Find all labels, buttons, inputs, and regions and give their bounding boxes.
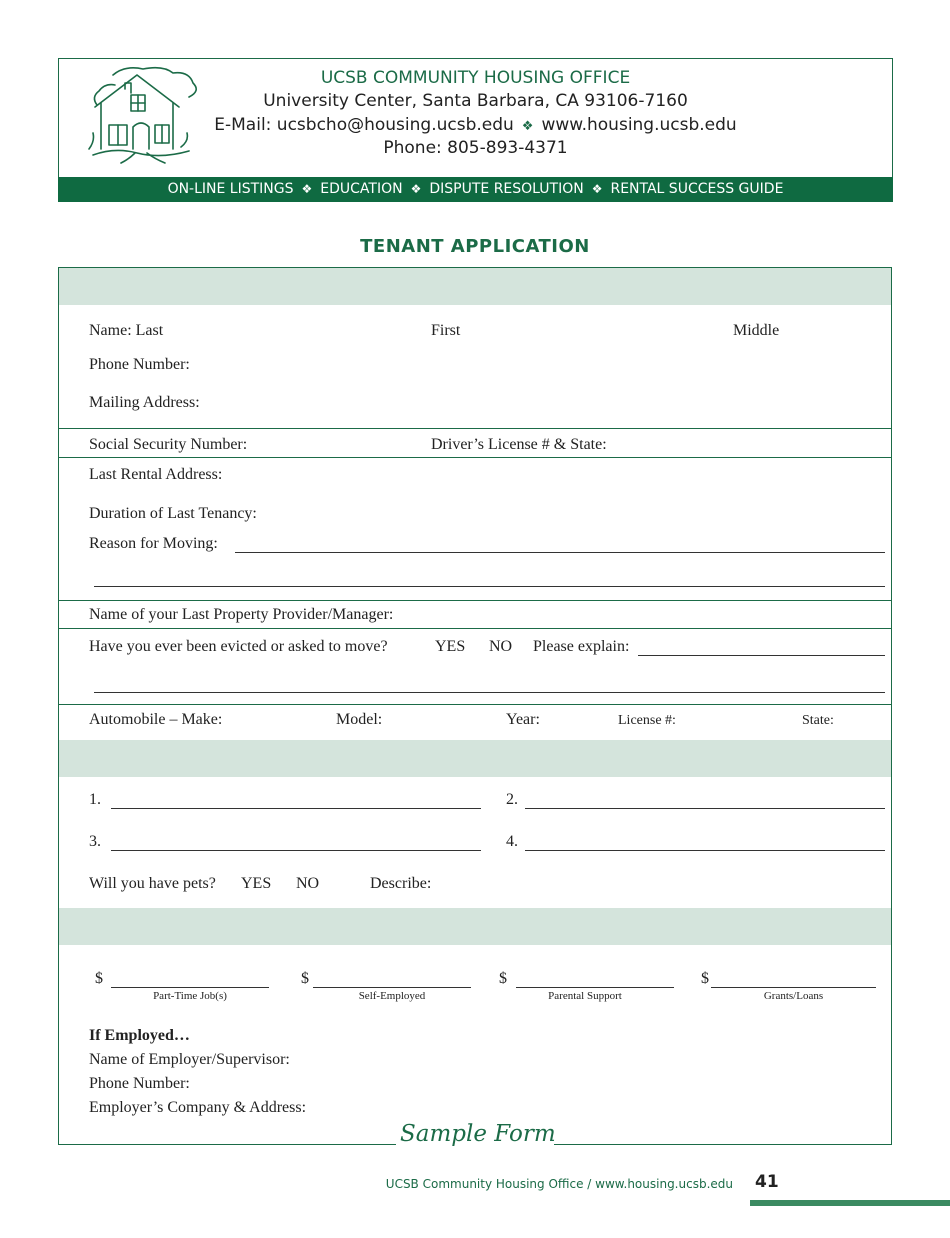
name-last-label: Name: Last <box>89 322 164 339</box>
org-name: UCSB COMMUNITY HOUSING OFFICE <box>320 68 631 88</box>
eviction-question: Have you ever been evicted or asked to move? <box>89 638 388 655</box>
parental-support-amount-field[interactable] <box>516 987 674 988</box>
tenant-application-form <box>58 267 892 1145</box>
divider <box>59 428 891 429</box>
auto-year-label: Year: <box>506 711 540 728</box>
employment-heading: If Employed… <box>89 1027 190 1044</box>
diamond-separator-icon: ❖ <box>410 182 422 196</box>
occupant-1-label: 1. <box>89 791 101 808</box>
part-time-label: Part-Time Job(s) <box>153 990 227 1002</box>
form-title: TENANT APPLICATION <box>360 236 590 257</box>
tenancy-duration-label: Duration of Last Tenancy: <box>89 505 257 522</box>
reason-for-moving-field-2[interactable] <box>94 586 885 587</box>
occupant-2-label: 2. <box>506 791 518 808</box>
eviction-no-option[interactable]: NO <box>489 638 513 655</box>
divider <box>59 628 891 629</box>
auto-license-label: License #: <box>618 713 676 728</box>
parental-support-label: Parental Support <box>548 990 622 1002</box>
diamond-separator-icon: ❖ <box>301 182 313 196</box>
auto-make-label: Automobile – Make: <box>89 711 223 728</box>
grants-loans-amount-field[interactable] <box>711 987 876 988</box>
occupant-3-field[interactable] <box>111 850 481 851</box>
self-employed-label: Self-Employed <box>358 990 426 1002</box>
sample-form-watermark: Sample Form <box>400 1121 556 1147</box>
pets-question: Will you have pets? <box>89 875 216 892</box>
pets-no-option[interactable]: NO <box>296 875 320 892</box>
part-time-amount-field[interactable] <box>111 987 269 988</box>
divider <box>59 704 891 705</box>
occupant-4-field[interactable] <box>525 850 885 851</box>
occupant-2-field[interactable] <box>525 808 885 809</box>
currency-symbol: $ <box>701 970 709 987</box>
eviction-yes-option[interactable]: YES <box>435 638 466 655</box>
nav-item-dispute[interactable]: DISPUTE RESOLUTION <box>429 181 584 197</box>
org-phone: Phone: 805-893-4371 <box>383 138 568 158</box>
pets-describe-label: Describe: <box>370 875 432 892</box>
employer-company-label: Employer’s Company & Address: <box>89 1099 307 1116</box>
name-first-label: First <box>431 322 461 339</box>
nav-item-education[interactable]: EDUCATION <box>320 181 403 197</box>
reason-for-moving-field[interactable] <box>235 552 885 553</box>
currency-symbol: $ <box>95 970 103 987</box>
self-employed-amount-field[interactable] <box>313 987 471 988</box>
org-address: University Center, Santa Barbara, CA 93106-7160 <box>263 91 688 111</box>
letterhead <box>58 58 893 177</box>
employer-phone-label: Phone Number: <box>89 1075 190 1092</box>
nav-item-listings[interactable]: ON-LINE LISTINGS <box>167 181 294 197</box>
property-manager-label: Name of your Last Property Provider/Manager: <box>89 606 394 623</box>
org-contact <box>59 115 892 135</box>
eviction-explain-field[interactable] <box>638 655 885 656</box>
auto-model-label: Model: <box>336 711 383 728</box>
divider <box>59 457 891 458</box>
occupant-1-field[interactable] <box>111 808 481 809</box>
reason-for-moving-label: Reason for Moving: <box>89 535 218 552</box>
mailing-address-label: Mailing Address: <box>89 394 200 411</box>
org-website-link[interactable]: www.housing.ucsb.edu <box>541 115 737 135</box>
currency-symbol: $ <box>301 970 309 987</box>
services-bar <box>58 177 893 202</box>
currency-symbol: $ <box>499 970 507 987</box>
eviction-explain-field-2[interactable] <box>94 692 885 693</box>
section-band <box>59 740 891 777</box>
occupant-4-label: 4. <box>506 833 518 850</box>
diamond-separator-icon: ❖ <box>591 182 603 196</box>
section-band <box>59 908 891 945</box>
employer-name-label: Name of Employer/Supervisor: <box>89 1051 290 1068</box>
occupant-3-label: 3. <box>89 833 101 850</box>
last-rental-address-label: Last Rental Address: <box>89 466 223 483</box>
drivers-license-label: Driver’s License # & State: <box>431 436 607 453</box>
footer-accent-bar <box>750 1200 950 1206</box>
grants-loans-label: Grants/Loans <box>763 990 824 1002</box>
ssn-label: Social Security Number: <box>89 436 248 453</box>
eviction-explain-label: Please explain: <box>533 638 630 655</box>
divider <box>59 600 891 601</box>
diamond-separator-icon: ❖ <box>521 119 534 134</box>
name-middle-label: Middle <box>733 322 780 339</box>
section-band <box>59 268 891 305</box>
pets-yes-option[interactable]: YES <box>241 875 272 892</box>
auto-state-label: State: <box>802 713 834 728</box>
footer-credit: UCSB Community Housing Office / www.housing.ucsb.edu <box>385 1177 733 1191</box>
nav-item-guide[interactable]: RENTAL SUCCESS GUIDE <box>610 181 784 197</box>
org-email: E-Mail: ucsbcho@housing.ucsb.edu <box>214 115 514 135</box>
phone-label: Phone Number: <box>89 356 190 373</box>
page-number: 41 <box>755 1172 779 1192</box>
